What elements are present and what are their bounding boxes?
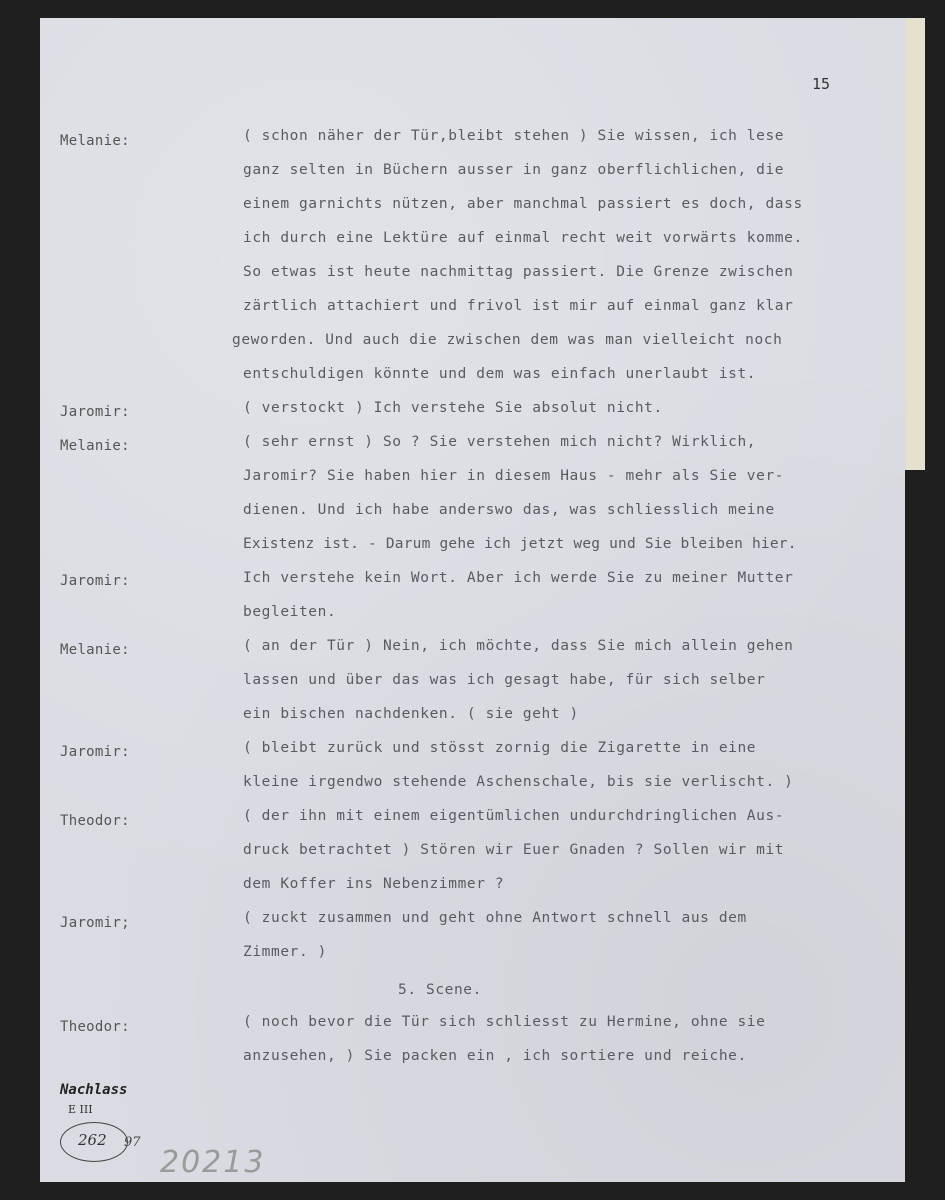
- dialogue-line: begleiten.: [243, 604, 337, 620]
- dialogue-line: Jaromir? Sie haben hier in diesem Haus - mehr als Sie ver-: [243, 468, 785, 484]
- dialogue-line: ( sehr ernst ) So ? Sie verstehen mich nicht? Wirklich,: [243, 434, 757, 450]
- dialogue-line: Existenz ist. - Darum gehe ich jetzt weg und Sie bleiben hier.: [243, 536, 797, 552]
- pencil-inventory-number: 20213: [160, 1145, 266, 1180]
- dialogue-line: druck betrachtet ) Stören wir Euer Gnaden ? Sollen wir mit: [243, 842, 785, 858]
- dialogue-line: zärtlich attachiert und frivol ist mir auf einmal ganz klar: [243, 298, 794, 314]
- speaker-label: Theodor:: [60, 1019, 130, 1035]
- dialogue-line: ich durch eine Lektüre auf einmal recht weit vorwärts komme.: [243, 230, 803, 246]
- torn-edge: [905, 470, 925, 1182]
- archive-stamp-suffix: 97: [124, 1135, 141, 1150]
- paper-edge: [906, 18, 925, 470]
- archive-sub-mark: E III: [68, 1103, 93, 1116]
- dialogue-line: geworden. Und auch die zwischen dem was man vielleicht noch: [232, 332, 783, 348]
- dialogue-line: einem garnichts nützen, aber manchmal passiert es doch, dass: [243, 196, 803, 212]
- dialogue-line: ( schon näher der Tür,bleibt stehen ) Sie wissen, ich lese: [243, 128, 785, 144]
- dialogue-line: ( verstockt ) Ich verstehe Sie absolut nicht.: [243, 400, 663, 416]
- dialogue-line: ( bleibt zurück und stösst zornig die Zigarette in eine: [243, 740, 757, 756]
- dialogue-line: dienen. Und ich habe anderswo das, was schliesslich meine: [243, 502, 775, 518]
- dialogue-line: dem Koffer ins Nebenzimmer ?: [243, 876, 505, 892]
- dialogue-line: ganz selten in Büchern ausser in ganz oberflichlichen, die: [243, 162, 785, 178]
- speaker-label: Jaromir;: [60, 915, 130, 931]
- speaker-label: Jaromir:: [60, 404, 130, 420]
- dialogue-line: kleine irgendwo stehende Aschenschale, bis sie verlischt. ): [243, 774, 794, 790]
- speaker-label: Theodor:: [60, 813, 130, 829]
- speaker-label: Jaromir:: [60, 573, 130, 589]
- dialogue-line: So etwas ist heute nachmittag passiert. Die Grenze zwischen: [243, 264, 794, 280]
- dialogue-line: lassen und über das was ich gesagt habe, für sich selber: [243, 672, 766, 688]
- page-number: 15: [812, 75, 831, 93]
- dialogue-line: ( zuckt zusammen und geht ohne Antwort schnell aus dem: [243, 910, 747, 926]
- speaker-label: Melanie:: [60, 133, 130, 149]
- dialogue-line: Zimmer. ): [243, 944, 327, 960]
- paper-sheet: [40, 18, 925, 1182]
- scene-heading: 5. Scene.: [398, 982, 482, 998]
- dialogue-line: ein bischen nachdenken. ( sie geht ): [243, 706, 579, 722]
- archive-stamp-text: Nachlass: [60, 1082, 128, 1098]
- dialogue-line: entschuldigen könnte und dem was einfach unerlaubt ist.: [243, 366, 757, 382]
- dialogue-line: ( an der Tür ) Nein, ich möchte, dass Sie mich allein gehen: [243, 638, 794, 654]
- archive-stamp-number: 262: [78, 1131, 107, 1149]
- dialogue-line: ( der ihn mit einem eigentümlichen undurchdringlichen Aus-: [243, 808, 785, 824]
- speaker-label: Melanie:: [60, 642, 130, 658]
- speaker-label: Melanie:: [60, 438, 130, 454]
- dialogue-line: Ich verstehe kein Wort. Aber ich werde Sie zu meiner Mutter: [243, 570, 794, 586]
- dialogue-line: ( noch bevor die Tür sich schliesst zu Hermine, ohne sie: [243, 1014, 766, 1030]
- dialogue-line: anzusehen, ) Sie packen ein , ich sortiere und reiche.: [243, 1048, 747, 1064]
- speaker-label: Jaromir:: [60, 744, 130, 760]
